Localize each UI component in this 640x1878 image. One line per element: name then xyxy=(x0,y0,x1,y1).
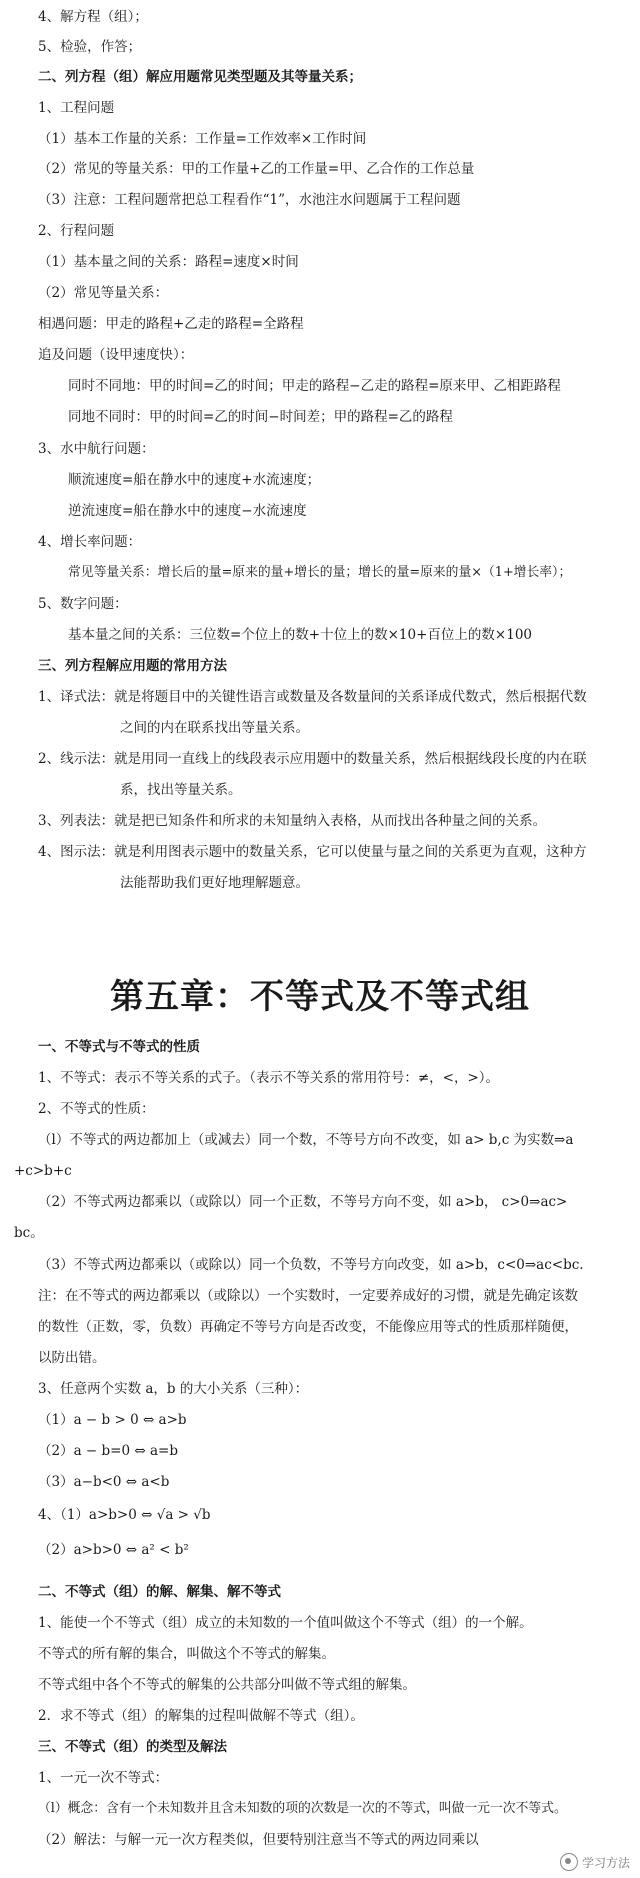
text-line: （2）常见等量关系： xyxy=(38,285,169,301)
text-line: 同地不同时：甲的时间=乙的时间−时间差；甲的路程=乙的路程 xyxy=(68,409,453,425)
text-line: 基本量之间的关系：三位数=个位上的数+十位上的数×10+百位上的数×100 xyxy=(68,627,533,643)
text-line: 3、任意两个实数 a，b 的大小关系（三种）： xyxy=(38,1381,309,1397)
text-line: 追及问题（设甲速度快）： xyxy=(38,347,194,363)
text-line: 4、图示法：就是利用图表示题中的数量关系，它可以使量与量之间的关系更为直观，这种方 xyxy=(38,844,587,860)
text-line: 2、不等式的性质： xyxy=(38,1101,155,1117)
section-heading: 三、列方程解应用题的常用方法 xyxy=(38,658,227,674)
text-line: 系，找出等量关系。 xyxy=(120,782,242,798)
text-line: 1、能使一个不等式（组）成立的未知数的一个值叫做这个不等式（组）的一个解。 xyxy=(38,1615,533,1631)
formula-line: （2）a − b=0 ⇔ a=b xyxy=(38,1443,178,1459)
text-line: 2、行程问题 xyxy=(38,223,115,239)
section-heading: 三、不等式（组）的类型及解法 xyxy=(38,1739,227,1755)
text-line: 5、检验，作答； xyxy=(38,39,142,55)
text-line: bc。 xyxy=(14,1225,44,1241)
text-line: 1、工程问题 xyxy=(38,100,115,116)
text-line: 不等式的所有解的集合，叫做这个不等式的解集。 xyxy=(38,1646,335,1662)
text-line: 同时不同地：甲的时间=乙的时间；甲走的路程−乙走的路程=原来甲、乙相距路程 xyxy=(68,378,561,394)
text-line: （3）不等式两边都乘以（或除以）同一个负数，不等号方向改变，如 a>b，c<0⇒ac<bc. xyxy=(38,1257,584,1273)
formula-line: （2）a>b>0 ⇔ a² < b² xyxy=(38,1542,189,1558)
wechat-icon xyxy=(560,1853,578,1871)
text-line: 不等式组中各个不等式的解集的公共部分叫做不等式组的解集。 xyxy=(38,1677,416,1693)
section-heading: 一、不等式与不等式的性质 xyxy=(38,1039,200,1055)
text-line: 1、一元一次不等式： xyxy=(38,1770,169,1786)
text-line: 3、列表法：就是把已知条件和所求的未知量纳入表格，从而找出各种量之间的关系。 xyxy=(38,813,547,829)
watermark-text: 学习方法 xyxy=(581,1855,630,1870)
text-line: 的数性（正数，零，负数）再确定不等号方向是否改变，不能像应用等式的性质那样随便， xyxy=(38,1319,578,1335)
formula-line: 4、（1）a>b>0 ⇔ √a > √b xyxy=(38,1507,211,1523)
text-line: 3、水中航行问题： xyxy=(38,441,155,457)
text-line: （l）不等式的两边都加上（或减去）同一个数，不等号方向不改变，如 a> b,c 为实数⇒a xyxy=(38,1132,574,1148)
text-line: 相遇问题：甲走的路程+乙走的路程=全路程 xyxy=(38,316,304,332)
text-line: （2）解法：与解一元一次方程类似，但要特别注意当不等式的两边同乘以 xyxy=(38,1832,479,1848)
section-heading: 二、不等式（组）的解、解集、解不等式 xyxy=(38,1584,281,1600)
text-line: （2）常见的等量关系：甲的工作量+乙的工作量=甲、乙合作的工作总量 xyxy=(38,161,475,177)
text-line: 2、线示法：就是用同一直线上的线段表示应用题中的数量关系，然后根据线段长度的内在联 xyxy=(38,751,587,767)
text-line: （3）注意：工程问题常把总工程看作“1”，水池注水问题属于工程问题 xyxy=(38,192,461,208)
text-line: 以防出错。 xyxy=(38,1350,106,1366)
text-line: 顺流速度=船在静水中的速度+水流速度； xyxy=(68,472,321,488)
text-line: （1）基本量之间的关系：路程=速度×时间 xyxy=(38,254,299,270)
text-line: 2．求不等式（组）的解集的过程叫做解不等式（组）。 xyxy=(38,1708,364,1724)
text-line: （2）不等式两边都乘以（或除以）同一个正数，不等号方向不变，如 a>b， c>0⇒ac> xyxy=(38,1194,568,1210)
formula-line: （1）a − b > 0 ⇔ a>b xyxy=(38,1412,187,1428)
text-line: 常见等量关系：增长后的量=原来的量+增长的量；增长的量=原来的量×（1+增长率）； xyxy=(68,565,572,580)
text-line: 逆流速度=船在静水中的速度−水流速度 xyxy=(68,503,307,519)
formula-line: （3）a−b<0 ⇔ a<b xyxy=(38,1474,170,1490)
text-line: （l）概念：含有一个未知数并且含未知数的项的次数是一次的不等式，叫做一元一次不等式。 xyxy=(38,1801,567,1816)
section-heading: 二、列方程（组）解应用题常见类型题及其等量关系； xyxy=(38,69,362,85)
text-line: 5、数字问题： xyxy=(38,596,128,612)
text-line: 之间的内在联系找出等量关系。 xyxy=(120,720,309,736)
text-line: 1、不等式：表示不等关系的式子。（表示不等关系的常用符号：≠，<，>）。 xyxy=(38,1070,500,1086)
text-line: 4、增长率问题： xyxy=(38,534,142,550)
chapter-title: 第五章：不等式及不等式组 xyxy=(110,977,530,1017)
text-line: +c>b+c xyxy=(14,1163,72,1179)
watermark xyxy=(556,1852,634,1872)
text-line: 法能帮助我们更好地理解题意。 xyxy=(120,875,309,891)
text-line: 4、解方程（组）； xyxy=(38,9,148,25)
text-line: （1）基本工作量的关系：工作量=工作效率×工作时间 xyxy=(38,131,367,147)
text-line: 注：在不等式的两边都乘以（或除以）一个实数时，一定要养成好的习惯，就是先确定该数 xyxy=(38,1288,578,1304)
text-line: 1、译式法：就是将题目中的关键性语言或数量及各数量间的关系译成代数式，然后根据代数 xyxy=(38,689,587,705)
